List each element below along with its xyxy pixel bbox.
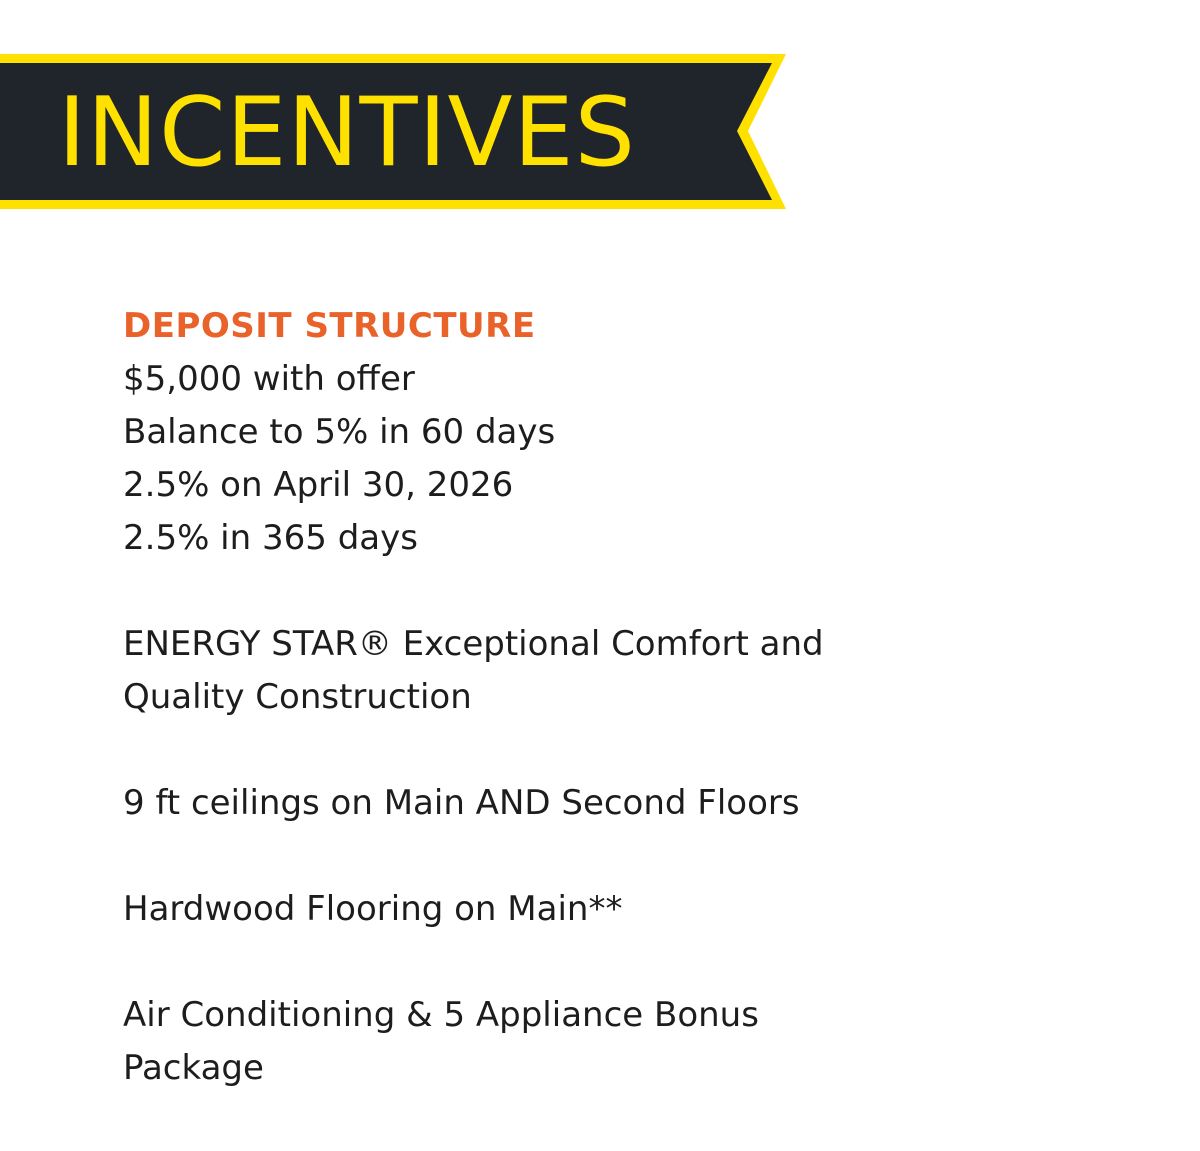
feature-line: 9 ft ceilings on Main AND Second Floors <box>123 783 800 823</box>
feature-energy-star <box>123 618 1123 724</box>
banner-title: INCENTIVES <box>58 78 636 188</box>
feature-line: Quality Construction <box>123 677 472 717</box>
deposit-line: 2.5% on April 30, 2026 <box>123 465 514 505</box>
deposit-structure-section <box>123 300 1123 565</box>
feature-line: Hardwood Flooring on Main** <box>123 889 623 929</box>
deposit-structure-heading: DEPOSIT STRUCTURE <box>123 306 536 346</box>
feature-line: ENERGY STAR® Exceptional Comfort and <box>123 624 824 664</box>
deposit-line: Balance to 5% in 60 days <box>123 412 556 452</box>
feature-air-conditioning <box>123 989 1123 1095</box>
feature-line: Package <box>123 1048 264 1088</box>
incentives-content <box>123 300 1123 1148</box>
feature-hardwood <box>123 883 1123 936</box>
feature-ceilings <box>123 777 1123 830</box>
feature-line: Air Conditioning & 5 Appliance Bonus <box>123 995 759 1035</box>
incentives-banner <box>0 0 800 220</box>
deposit-line: 2.5% in 365 days <box>123 518 418 558</box>
deposit-line: $5,000 with offer <box>123 359 415 399</box>
